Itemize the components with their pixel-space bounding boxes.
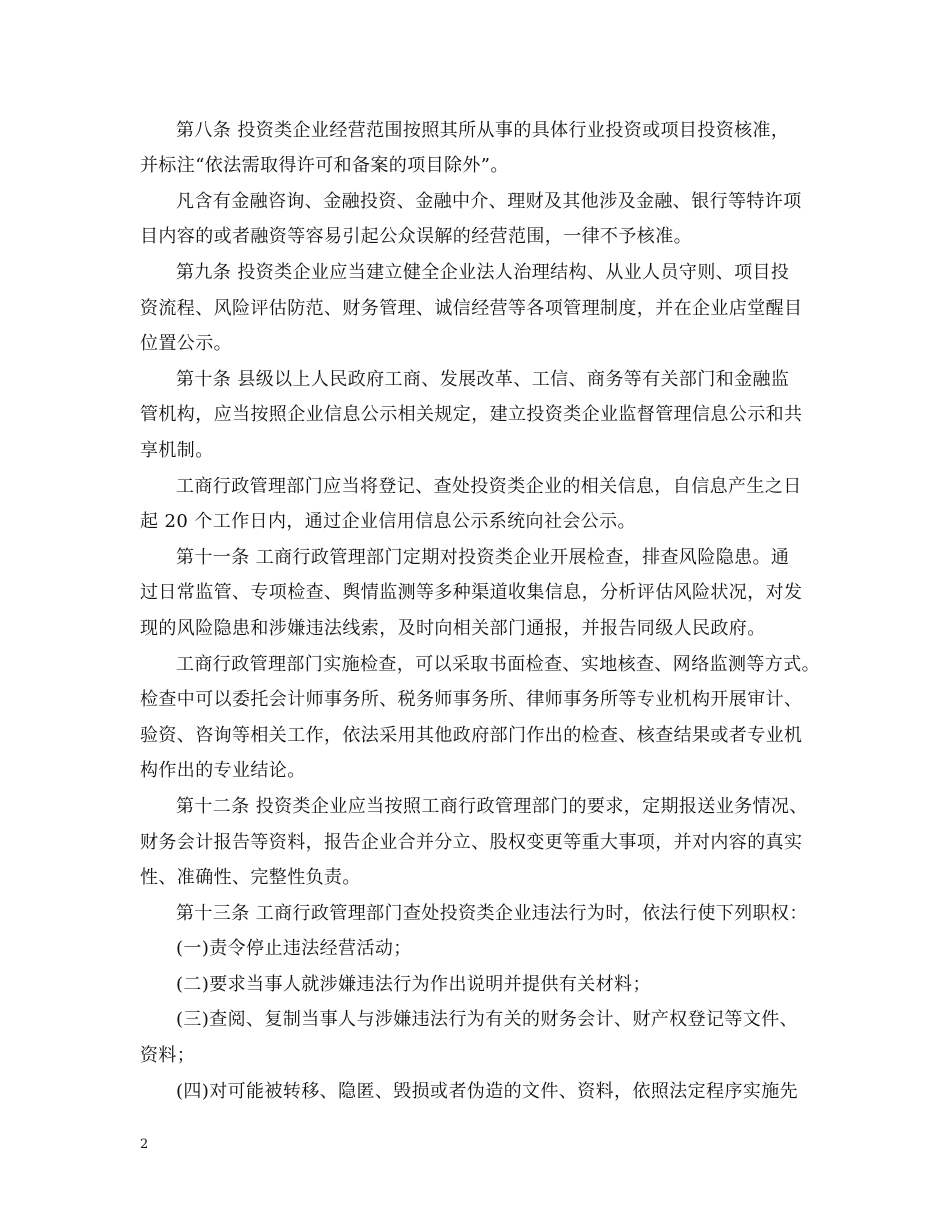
text-line: 现的风险隐患和涉嫌违法线索，及时向相关部门通报，并报告同级人民政府。 [140,618,766,639]
text-line: (一)责令停止违法经营活动； [176,938,412,959]
text-line: 工商行政管理部门实施检查，可以采取书面检查、实地核查、网络监测等方式。 [176,654,820,675]
text-line: 并标注“依法需取得许可和备案的项目除外”。 [140,155,509,176]
text-line: (四)对可能被转移、隐匿、毁损或者伪造的文件、资料，依照法定程序实施先 [176,1081,799,1102]
page-number: 2 [140,1137,149,1152]
text-line: 验资、咨询等相关工作，依法采用其他政府部门作出的检查、核查结果或者专业机 [140,725,803,746]
text-line: (三)查阅、复制当事人与涉嫌违法行为有关的财务会计、财产权登记等文件、 [176,1009,799,1030]
text-line: 性、准确性、完整性负责。 [140,867,361,888]
text-line: 资流程、风险评估防范、财务管理、诚信经营等各项管理制度，并在企业店堂醒目 [140,298,803,319]
text-line: 过日常监管、专项检查、舆情监测等多种渠道收集信息，分析评估风险状况，对发 [140,582,803,603]
text-line: 财务会计报告等资料，报告企业合并分立、股权变更等重大事项，并对内容的真实 [140,832,803,853]
text-line: 起 20 个工作日内，通过企业信用信息公示系统向社会公示。 [140,511,636,532]
text-line: 第十三条 工商行政管理部门查处投资类企业违法行为时，依法行使下列职权： [176,903,808,924]
text-line: (二)要求当事人就涉嫌违法行为作出说明并提供有关材料； [176,974,651,995]
text-line: 第十条 县级以上人民政府工商、发展改革、工信、商务等有关部门和金融监 [176,369,790,390]
text-line: 第九条 投资类企业应当建立健全企业法人治理结构、从业人员守则、项目投 [176,262,790,283]
text-line: 第十一条 工商行政管理部门定期对投资类企业开展检查，排查风险隐患。通 [176,547,790,568]
text-line: 第十二条 投资类企业应当按照工商行政管理部门的要求，定期报送业务情况、 [176,796,808,817]
text-line: 位置公示。 [140,333,232,354]
text-line: 检查中可以委托会计师事务所、税务师事务所、律师事务所等专业机构开展审计、 [140,689,803,710]
text-line: 目内容的或者融资等容易引起公众误解的经营范围，一律不予核准。 [140,226,692,247]
text-line: 管机构，应当按照企业信息公示相关规定，建立投资类企业监督管理信息公示和共 [140,404,803,425]
text-line: 资料； [140,1045,196,1066]
text-line: 第八条 投资类企业经营范围按照其所从事的具体行业投资或项目投资核准， [176,120,790,141]
text-line: 构作出的专业结论。 [140,760,306,781]
text-line: 享机制。 [140,440,214,461]
text-line: 工商行政管理部门应当将登记、查处投资类企业的相关信息，自信息产生之日 [176,476,802,497]
text-line: 凡含有金融咨询、金融投资、金融中介、理财及其他涉及金融、银行等特许项 [176,191,802,212]
